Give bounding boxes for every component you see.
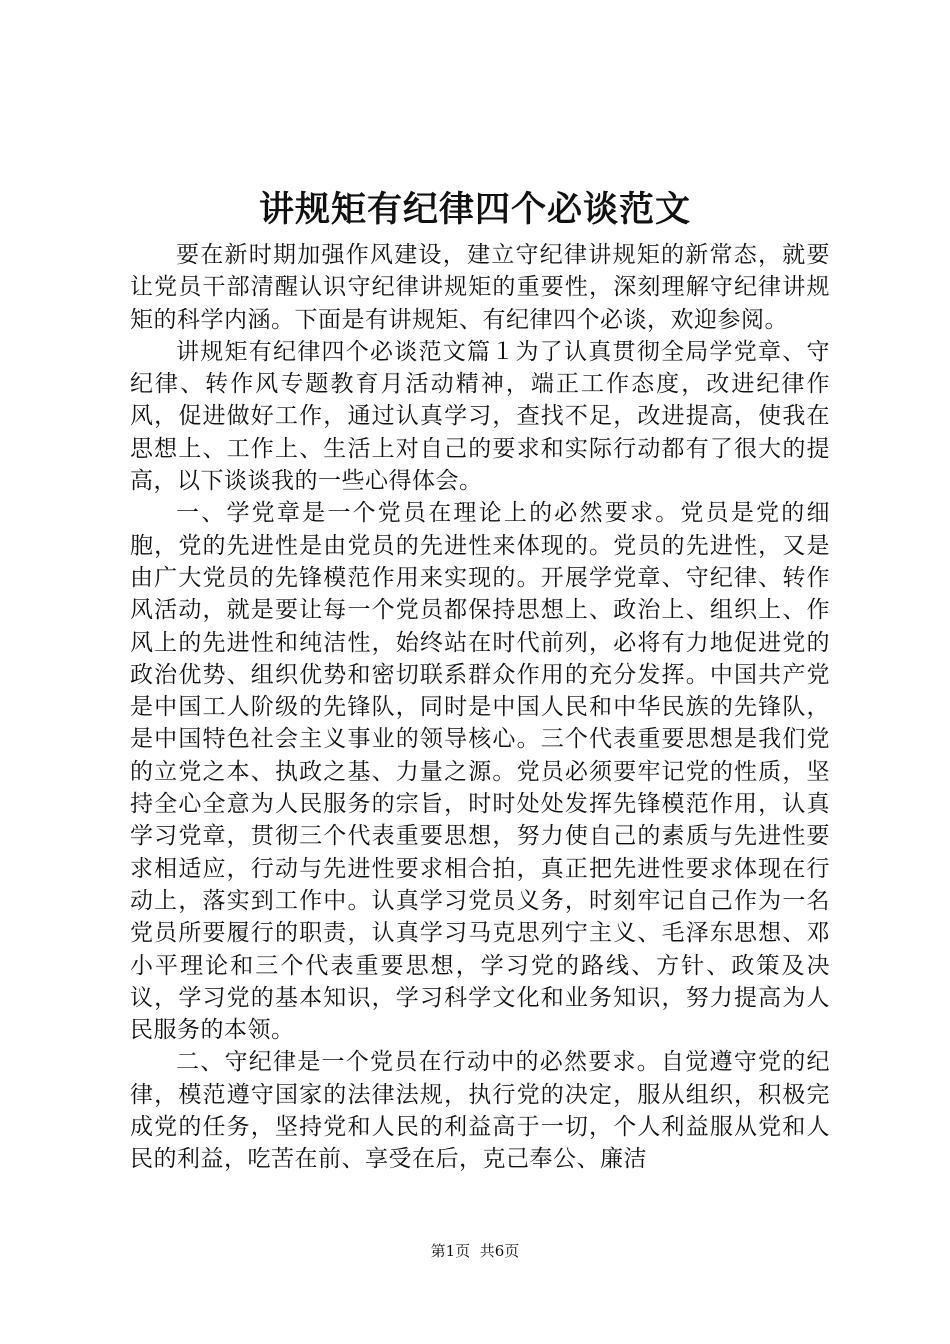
document-title: 讲规矩有纪律四个必谈范文	[258, 189, 691, 230]
paragraph-section-1: 一、学党章是一个党员在理论上的必然要求。党员是党的细胞，党的先进性是由党员的先进性来体现的。党员的先进性，又是由广大党员的先锋模范作用来实现的。开展学党章、守纪律、转作风活动，就是要让每一个党员都保持思想上、政治上、组织上、作风上的先进性和纯洁性，始终站在时代前列，必将有力地促进党的政治优势、组织优势和密切联系群众作用的充分发挥。中国共产党是中国工人阶级的先锋队，同时是中国人民和中华民族的先锋队，是中国特色社会主义事业的领导核心。三个代表重要思想是我们党的立党之本、执政之基、力量之源。党员必须要牢记党的性质，坚持全心全意为人民服务的宗旨，时时处处发挥先锋模范作用，认真学习党章，贯彻三个代表重要思想，努力使自己的素质与先进性要求相适应，行动与先进性要求相合拍，真正把先进性要求体现在行动上，落实到工作中。认真学习党员义务，时刻牢记自己作为一名党员所要履行的职责，认真学习马克思列宁主义、毛泽东思想、邓小平理论和三个代表重要思想，学习党的路线、方针、政策及决议，学习党的基本知识，学习科学文化和业务知识，努力提高为人民服务的本领。	[130, 500, 830, 1044]
paragraph-section-2: 二、守纪律是一个党员在行动中的必然要求。自觉遵守党的纪律，模范遵守国家的法律法规，执行党的决定，服从组织，积极完成党的任务，坚持党和人民的利益高于一切，个人利益服从党和人民的利益，吃苦在前、享受在后，克己奉公、廉洁	[130, 1049, 830, 1173]
total-pages-label: 共6页	[479, 1242, 520, 1260]
paragraph-essay-1: 讲规矩有纪律四个必谈范文篇１为了认真贯彻全局学党章、守纪律、转作风专题教育月活动精神，端正工作态度，改进纪律作风，促进做好工作，通过认真学习，查找不足，改进提高，使我在思想上、工作上、生活上对自己的要求和实际行动都有了很大的提高，以下谈谈我的一些心得体会。	[130, 338, 830, 495]
current-page-label: 第1页	[430, 1242, 471, 1260]
paragraph-intro: 要在新时期加强作风建设，建立守纪律讲规矩的新常态，就要让党员干部清醒认识守纪律讲规矩的重要性，深刻理解守纪律讲规矩的科学内涵。下面是有讲规矩、有纪律四个必谈，欢迎参阅。	[130, 242, 830, 333]
document-body	[130, 239, 830, 1176]
footer-separator	[470, 1242, 480, 1260]
page-number-footer	[0, 1240, 950, 1262]
